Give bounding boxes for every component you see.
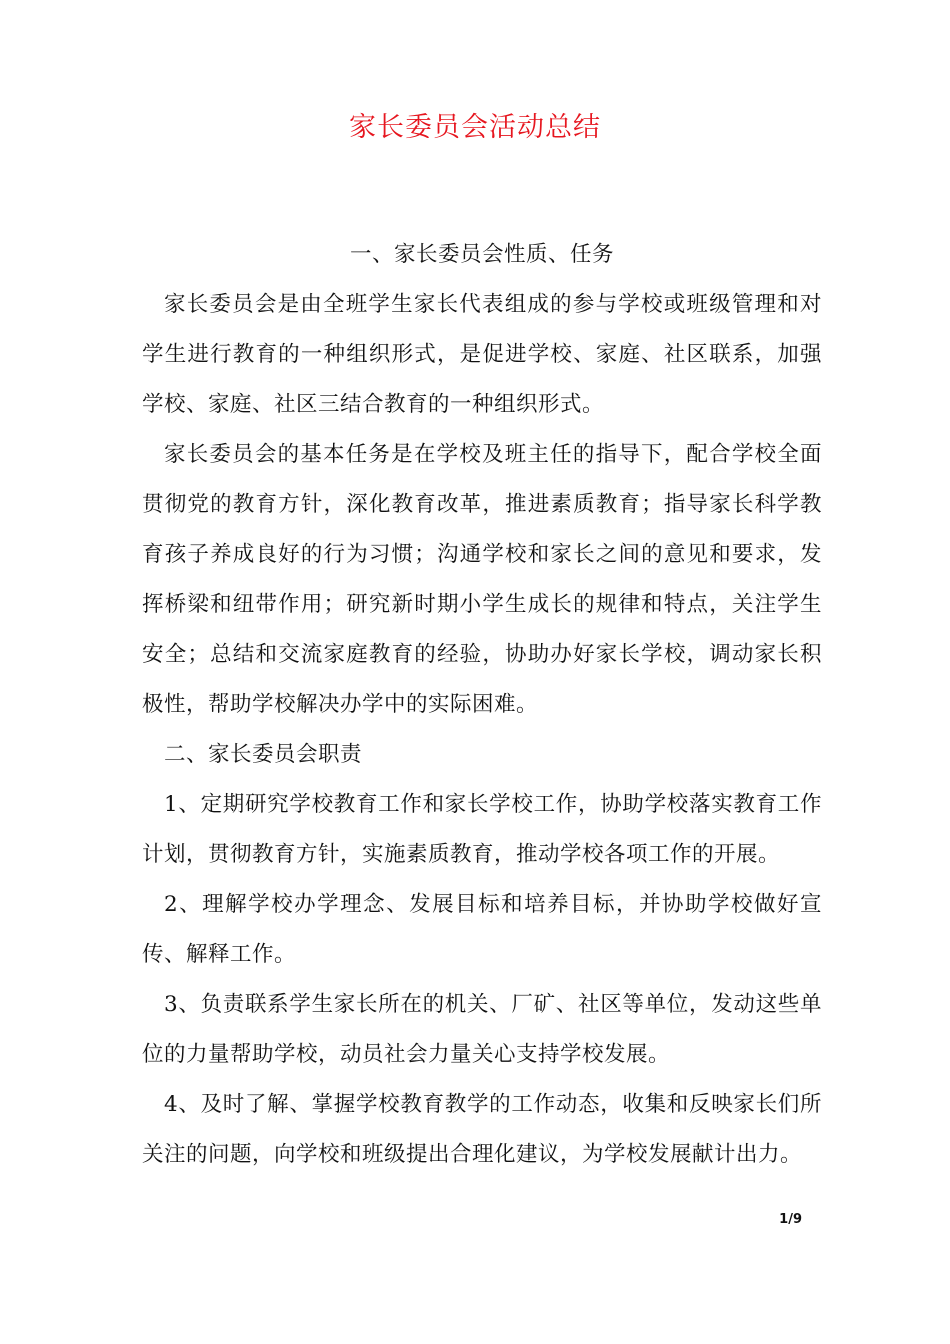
document-body [142, 230, 822, 1180]
document-title: 家长委员会活动总结 [349, 112, 601, 143]
paragraph-tasks: 家长委员会的基本任务是在学校及班主任的指导下，配合学校全面贯彻党的教育方针，深化教育改革，推进素质教育；指导家长科学教育孩子养成良好的行为习惯；沟通学校和家长之间的意见和要求，发挥桥梁和纽带作用；研究新时期小学生成长的规律和特点，关注学生安全；总结和交流家庭教育的经验，协助办好家长学校，调动家长积极性，帮助学校解决办学中的实际困难。 [142, 442, 822, 717]
duty-item-1: 1、定期研究学校教育工作和家长学校工作，协助学校落实教育工作计划，贯彻教育方针，实施素质教育，推动学校各项工作的开展。 [142, 792, 822, 867]
duty-item-3: 3、负责联系学生家长所在的机关、厂矿、社区等单位，发动这些单位的力量帮助学校，动员社会力量关心支持学校发展。 [142, 992, 822, 1067]
page-number: 1/9 [779, 1212, 802, 1227]
section-heading-duties: 二、家长委员会职责 [164, 742, 363, 767]
section-heading-nature: 一、家长委员会性质、任务 [349, 242, 614, 267]
paragraph-definition: 家长委员会是由全班学生家长代表组成的参与学校或班级管理和对学生进行教育的一种组织形式，是促进学校、家庭、社区联系，加强学校、家庭、社区三结合教育的一种组织形式。 [142, 292, 822, 417]
duty-item-4: 4、及时了解、掌握学校教育教学的工作动态，收集和反映家长们所关注的问题，向学校和班级提出合理化建议，为学校发展献计出力。 [142, 1092, 822, 1167]
duty-item-2: 2、理解学校办学理念、发展目标和培养目标，并协助学校做好宣传、解释工作。 [142, 892, 822, 967]
